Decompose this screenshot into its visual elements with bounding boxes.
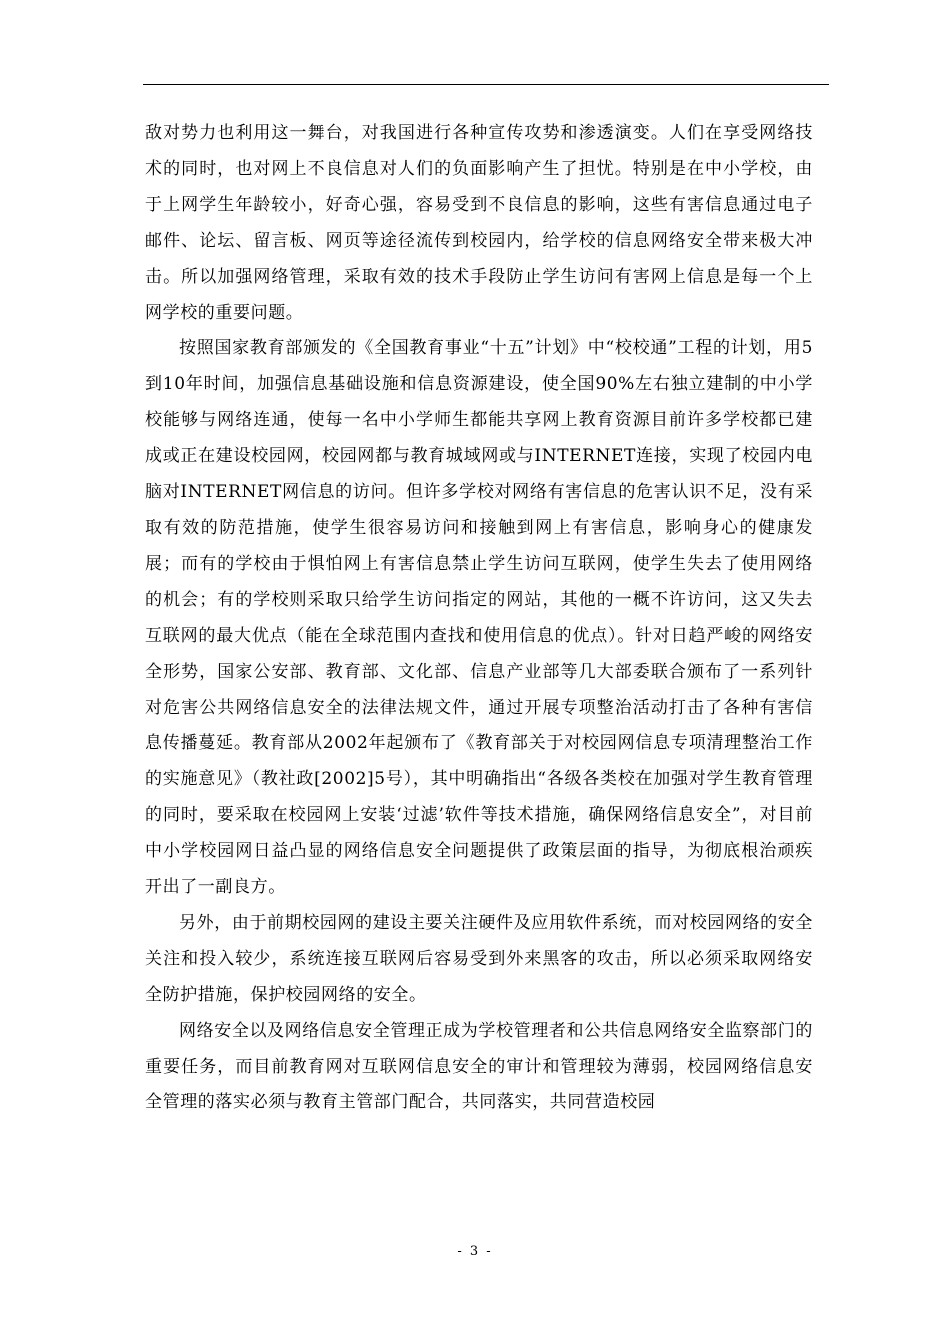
page-number: - 3 - <box>457 1244 493 1259</box>
header-rule <box>143 84 829 85</box>
paragraph-2: 按照国家教育部颁发的《全国教育事业“十五”计划》中“校校通”工程的计划，用5到10年时间，加强信息基础设施和信息资源建设，使全国90%左右独立建制的中小学校能够与网络连通，使每一名中小学师生都能共享网上教育资源目前许多学校都已建成或正在建设校园网，校园网都与教育城域网或与INTERNET连接，实现了校园内电脑对INTERNET网信息的访问。但许多学校对网络有害信息的危害认识不足，没有采取有效的防范措施，使学生很容易访问和接触到网上有害信息，影响身心的健康发展；而有的学校由于惧怕网上有害信息禁止学生访问互联网，使学生失去了使用网络的机会；有的学校则采取只给学生访问指定的网站，其他的一概不许访问，这又失去互联网的最大优点（能在全球范围内查找和使用信息的优点）。针对日趋严峻的网络安全形势，国家公安部、教育部、文化部、信息产业部等几大部委联合颁布了一系列针对危害公共网络信息安全的法律法规文件，通过开展专项整治活动打击了各种有害信息传播蔓延。教育部从2002年起颁布了《教育部关于对校园网信息专项清理整治工作的实施意见》（教社政[2002]5号），其中明确指出“各级各类校在加强对学生教育管理的同时，要采取在校园网上安装‘过滤’软件等技术措施，确保网络信息安全”，对目前中小学校园网日益凸显的网络信息安全问题提供了政策层面的指导，为彻底根治顽疾开出了一副良方。 <box>145 338 813 898</box>
document-body <box>145 116 813 1121</box>
paragraph-3: 另外，由于前期校园网的建设主要关注硬件及应用软件系统，而对校园网络的安全关注和投入较少，系统连接互联网后容易受到外来黑客的攻击，所以必须采取网络安全防护措施，保护校园网络的安全。 <box>145 912 813 1005</box>
paragraph-1: 敌对势力也利用这一舞台，对我国进行各种宣传攻势和渗透演变。人们在享受网络技术的同时，也对网上不良信息对人们的负面影响产生了担忧。特别是在中小学校，由于上网学生年龄较小，好奇心强，容易受到不良信息的影响，这些有害信息通过电子邮件、论坛、留言板、网页等途径流传到校园内，给学校的信息网络安全带来极大冲击。所以加强网络管理，采取有效的技术手段防止学生访问有害网上信息是每一个上网学校的重要问题。 <box>145 123 813 323</box>
paragraph-4: 网络安全以及网络信息安全管理正成为学校管理者和公共信息网络安全监察部门的重要任务，而目前教育网对互联网信息安全的审计和管理较为薄弱，校园网络信息安全管理的落实必须与教育主管部门配合，共同落实，共同营造校园 <box>145 1020 813 1113</box>
